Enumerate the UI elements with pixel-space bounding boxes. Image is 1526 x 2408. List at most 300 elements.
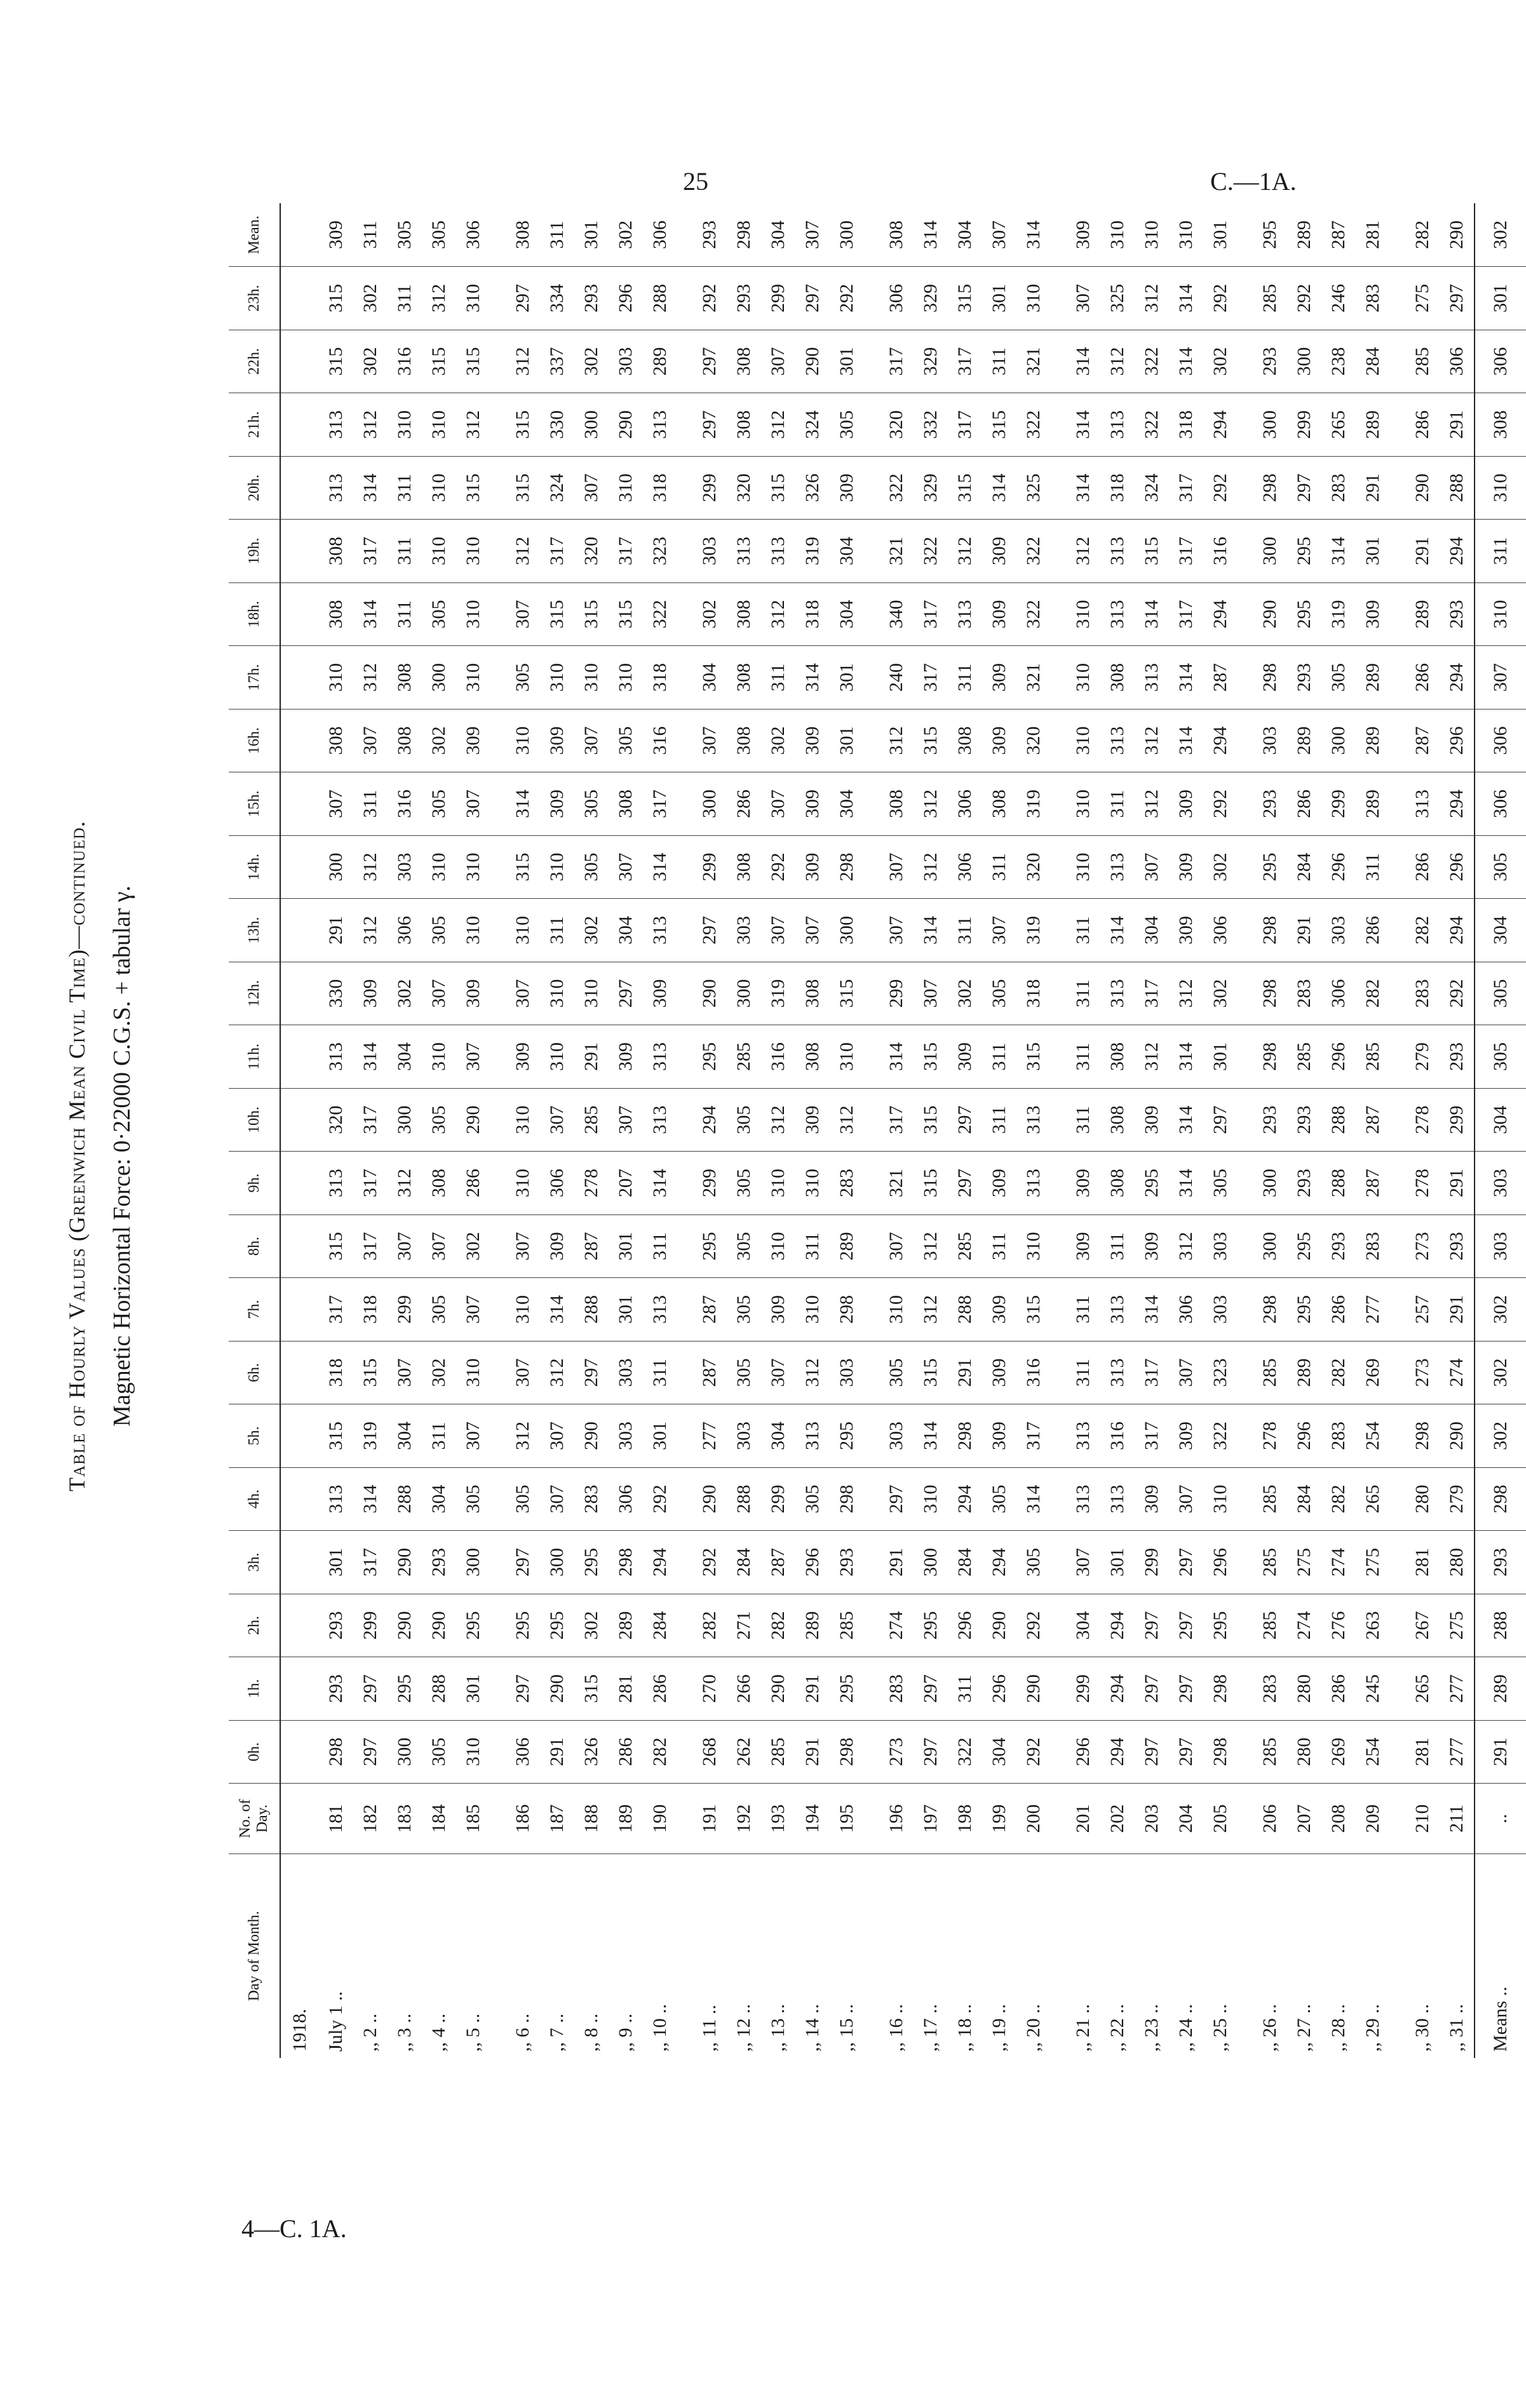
value-cell: 312 <box>914 772 948 836</box>
day-of-month-cell: ,, 18 .. <box>954 2004 975 2052</box>
value-cell: 277 <box>1356 1278 1390 1342</box>
value-cell: 312 <box>422 267 456 330</box>
day-of-month-cell: ,, 5 .. <box>463 2014 483 2052</box>
value-cell: 311 <box>1051 1088 1100 1152</box>
day-number-cell: 189 <box>609 1784 643 1854</box>
value-cell: 285 <box>948 1214 982 1278</box>
value-cell: 311 <box>982 330 1016 393</box>
value-cell: 290 <box>1016 1657 1051 1721</box>
value-cell: 307 <box>1169 1341 1203 1404</box>
value-cell: 324 <box>1135 456 1169 520</box>
value-cell: 317 <box>353 1214 388 1278</box>
value-cell: 305 <box>422 1088 456 1152</box>
value-cell: 305 <box>574 835 609 899</box>
value-cell: 293 <box>1238 1088 1287 1152</box>
value-cell: 307 <box>914 962 948 1025</box>
value-cell: 314 <box>353 1025 388 1089</box>
value-cell: 304 <box>830 582 864 646</box>
value-cell: 317 <box>643 772 677 836</box>
value-cell: 207 <box>609 1152 643 1215</box>
value-cell: 311 <box>948 646 982 710</box>
value-cell: 318 <box>795 582 830 646</box>
value-cell: 307 <box>456 1025 490 1089</box>
value-cell: 291 <box>1287 899 1321 962</box>
value-cell: 293 <box>574 267 609 330</box>
value-cell: 308 <box>727 646 761 710</box>
value-cell: 310 <box>456 582 490 646</box>
value-cell: 298 <box>1390 1404 1440 1468</box>
value-cell: 330 <box>319 962 353 1025</box>
value-cell: 306 <box>388 899 422 962</box>
value-cell: 314 <box>1169 1025 1203 1089</box>
value-cell: 280 <box>1287 1720 1321 1784</box>
value-cell: 277 <box>1440 1657 1475 1721</box>
value-cell: 295 <box>677 1025 727 1089</box>
value-cell: 300 <box>1238 1214 1287 1278</box>
value-cell: 265 <box>1321 393 1356 457</box>
value-cell: 296 <box>609 267 643 330</box>
value-cell: 311 <box>1051 1341 1100 1404</box>
value-cell: 295 <box>490 1594 540 1657</box>
value-cell: 298 <box>727 203 761 267</box>
day-of-month-cell: ,, 4 .. <box>428 2014 449 2052</box>
value-cell: 266 <box>727 1657 761 1721</box>
table-row <box>574 203 609 2058</box>
value-cell: 308 <box>1100 1025 1135 1089</box>
value-cell: 307 <box>677 709 727 772</box>
value-cell: 309 <box>1356 582 1390 646</box>
value-cell: 288 <box>388 1467 422 1531</box>
value-cell: 305 <box>982 962 1016 1025</box>
value-cell: 295 <box>540 1594 574 1657</box>
day-number-cell: 193 <box>761 1784 795 1854</box>
value-cell: 311 <box>540 203 574 267</box>
value-cell: 317 <box>353 1531 388 1594</box>
table-row <box>1100 203 1135 2058</box>
value-cell: 285 <box>1238 1341 1287 1404</box>
column-header: 9h. <box>229 1152 280 1215</box>
table-row <box>795 203 830 2058</box>
column-header: 0h. <box>229 1720 280 1784</box>
value-cell: 286 <box>1287 772 1321 836</box>
value-cell: 320 <box>1016 835 1051 899</box>
value-cell: 279 <box>1440 1467 1475 1531</box>
value-cell: 305 <box>727 1278 761 1342</box>
value-cell: 308 <box>727 835 761 899</box>
value-cell: 284 <box>727 1531 761 1594</box>
value-cell: 289 <box>609 1594 643 1657</box>
table-row <box>353 203 388 2058</box>
value-cell: 309 <box>540 772 574 836</box>
value-cell: 298 <box>1203 1657 1238 1721</box>
value-cell: 303 <box>388 835 422 899</box>
value-cell: 294 <box>1100 1594 1135 1657</box>
value-cell: 304 <box>830 772 864 836</box>
value-cell: 299 <box>1321 772 1356 836</box>
value-cell: 274 <box>1321 1531 1356 1594</box>
value-cell: 305 <box>727 1152 761 1215</box>
value-cell: 307 <box>761 772 795 836</box>
value-cell: 308 <box>388 646 422 710</box>
value-cell: 269 <box>1356 1341 1390 1404</box>
value-cell: 291 <box>1356 456 1390 520</box>
value-cell: 301 <box>830 709 864 772</box>
value-cell: 308 <box>982 772 1016 836</box>
day-number-cell: 191 <box>677 1784 727 1854</box>
value-cell: 254 <box>1356 1720 1390 1784</box>
day-of-month-cell: ,, 3 .. <box>394 2014 415 2052</box>
value-cell: 299 <box>1287 393 1321 457</box>
value-cell: 304 <box>948 203 982 267</box>
day-of-month-cell: ,, 21 .. <box>1072 2004 1093 2052</box>
value-cell: 297 <box>1169 1720 1203 1784</box>
value-cell: 287 <box>1356 1088 1390 1152</box>
day-number-cell: 186 <box>490 1784 540 1854</box>
value-cell: 308 <box>727 582 761 646</box>
value-cell: 300 <box>1321 709 1356 772</box>
value-cell: 305 <box>1475 962 1526 1025</box>
value-cell: 291 <box>795 1720 830 1784</box>
value-cell: 313 <box>1100 582 1135 646</box>
value-cell: 299 <box>864 962 914 1025</box>
value-cell: 291 <box>795 1657 830 1721</box>
value-cell: 313 <box>727 520 761 583</box>
value-cell: 287 <box>677 1341 727 1404</box>
value-cell: 307 <box>1051 1531 1100 1594</box>
value-cell: 313 <box>1135 646 1169 710</box>
table-row <box>1440 203 1475 2058</box>
value-cell: 305 <box>727 1341 761 1404</box>
value-cell: 319 <box>1321 582 1356 646</box>
value-cell: 307 <box>574 709 609 772</box>
value-cell: 311 <box>1100 1214 1135 1278</box>
value-cell: 297 <box>1440 267 1475 330</box>
column-header: 7h. <box>229 1278 280 1342</box>
value-cell: 312 <box>456 393 490 457</box>
value-cell: 278 <box>1390 1152 1440 1215</box>
value-cell: 305 <box>422 1278 456 1342</box>
value-cell: 315 <box>574 582 609 646</box>
value-cell: 313 <box>1016 1152 1051 1215</box>
value-cell: 280 <box>1440 1531 1475 1594</box>
value-cell: 254 <box>1356 1404 1390 1468</box>
day-number-cell: 188 <box>574 1784 609 1854</box>
value-cell: 282 <box>761 1594 795 1657</box>
value-cell: 314 <box>795 646 830 710</box>
value-cell: 307 <box>422 1214 456 1278</box>
value-cell: 271 <box>727 1594 761 1657</box>
value-cell: 312 <box>914 1278 948 1342</box>
value-cell: 307 <box>1475 646 1526 710</box>
value-cell: 289 <box>1390 582 1440 646</box>
value-cell: 298 <box>830 1720 864 1784</box>
value-cell: 290 <box>388 1531 422 1594</box>
value-cell: 319 <box>795 520 830 583</box>
value-cell: 287 <box>1321 203 1356 267</box>
value-cell: 240 <box>864 646 914 710</box>
value-cell: 314 <box>1169 267 1203 330</box>
value-cell: 317 <box>914 582 948 646</box>
value-cell: 322 <box>1016 393 1051 457</box>
value-cell: 311 <box>388 520 422 583</box>
value-cell: 292 <box>830 267 864 330</box>
value-cell: 305 <box>795 1467 830 1531</box>
value-cell: 274 <box>864 1594 914 1657</box>
value-cell: 297 <box>490 267 540 330</box>
value-cell: 304 <box>388 1025 422 1089</box>
value-cell: 295 <box>1287 1214 1321 1278</box>
value-cell: 291 <box>864 1531 914 1594</box>
day-number-cell: 207 <box>1287 1784 1321 1854</box>
value-cell: 321 <box>864 1152 914 1215</box>
value-cell: 314 <box>982 456 1016 520</box>
column-header: 20h. <box>229 456 280 520</box>
table-row <box>1287 203 1321 2058</box>
value-cell: 305 <box>1203 1152 1238 1215</box>
value-cell: 282 <box>643 1720 677 1784</box>
value-cell: 313 <box>1016 1088 1051 1152</box>
value-cell: 307 <box>609 835 643 899</box>
value-cell: 303 <box>1475 1214 1526 1278</box>
value-cell: 313 <box>643 1025 677 1089</box>
value-cell: 287 <box>574 1214 609 1278</box>
value-cell: 299 <box>677 835 727 899</box>
value-cell: 305 <box>609 709 643 772</box>
value-cell: 281 <box>1390 1720 1440 1784</box>
value-cell: 295 <box>388 1657 422 1721</box>
value-cell: 284 <box>1287 1467 1321 1531</box>
value-cell: 309 <box>609 1025 643 1089</box>
value-cell: 309 <box>490 1025 540 1089</box>
day-of-month-cell: July 1 .. <box>325 1991 346 2052</box>
value-cell: 311 <box>982 1025 1016 1089</box>
table-row <box>1135 203 1169 2058</box>
value-cell: 308 <box>1100 646 1135 710</box>
value-cell: 303 <box>1203 1214 1238 1278</box>
value-cell: 293 <box>727 267 761 330</box>
value-cell: 311 <box>982 1214 1016 1278</box>
value-cell: 287 <box>1203 646 1238 710</box>
value-cell: 302 <box>388 962 422 1025</box>
value-cell: 304 <box>609 899 643 962</box>
value-cell: 314 <box>1016 203 1051 267</box>
value-cell: 291 <box>574 1025 609 1089</box>
value-cell: 307 <box>574 456 609 520</box>
value-cell: 308 <box>948 709 982 772</box>
value-cell: 285 <box>1238 1531 1287 1594</box>
value-cell: 300 <box>388 1088 422 1152</box>
value-cell: 246 <box>1321 267 1356 330</box>
value-cell: 302 <box>1203 962 1238 1025</box>
value-cell: 305 <box>1016 1531 1051 1594</box>
value-cell: 317 <box>353 1088 388 1152</box>
value-cell: 303 <box>1475 1152 1526 1215</box>
value-cell: 314 <box>1016 1467 1051 1531</box>
column-header: 12h. <box>229 962 280 1025</box>
value-cell: 275 <box>1390 267 1440 330</box>
value-cell: 306 <box>948 772 982 836</box>
value-cell: 310 <box>574 646 609 710</box>
value-cell: 286 <box>1390 646 1440 710</box>
value-cell: 297 <box>795 267 830 330</box>
value-cell: 307 <box>1169 1467 1203 1531</box>
column-header: 17h. <box>229 646 280 710</box>
value-cell: 312 <box>490 520 540 583</box>
value-cell: 318 <box>1169 393 1203 457</box>
value-cell: 303 <box>727 1404 761 1468</box>
value-cell: 297 <box>490 1657 540 1721</box>
value-cell: 313 <box>1100 1341 1135 1404</box>
day-number-cell: 181 <box>319 1784 353 1854</box>
value-cell: 300 <box>677 772 727 836</box>
value-cell: 316 <box>643 709 677 772</box>
value-cell: 290 <box>388 1594 422 1657</box>
value-cell: 297 <box>677 393 727 457</box>
value-cell: 312 <box>1135 709 1169 772</box>
value-cell: 292 <box>1203 267 1238 330</box>
value-cell: 310 <box>456 520 490 583</box>
value-cell: 308 <box>727 330 761 393</box>
table-title: Table of Hourly Values (Greenwich Mean Civil Time)—continued. <box>64 821 90 1491</box>
value-cell: 303 <box>864 1404 914 1468</box>
value-cell: 313 <box>319 393 353 457</box>
value-cell: 310 <box>422 456 456 520</box>
day-of-month-cell: ,, 16 .. <box>886 2004 907 2052</box>
value-cell: 265 <box>1356 1467 1390 1531</box>
value-cell: 300 <box>319 835 353 899</box>
value-cell: 294 <box>982 1531 1016 1594</box>
value-cell: 299 <box>1051 1657 1100 1721</box>
day-of-month-cell: ,, 25 .. <box>1210 2004 1231 2052</box>
value-cell: 288 <box>1440 456 1475 520</box>
value-cell: 312 <box>388 1152 422 1215</box>
value-cell: 320 <box>574 520 609 583</box>
value-cell: 273 <box>1390 1341 1440 1404</box>
value-cell: 309 <box>643 962 677 1025</box>
value-cell: 314 <box>1100 899 1135 962</box>
value-cell: 315 <box>490 835 540 899</box>
value-cell: 297 <box>1135 1594 1169 1657</box>
day-number-cell: 211 <box>1440 1784 1475 1854</box>
day-of-month-cell: ,, 2 .. <box>360 2014 381 2052</box>
day-number-cell: 199 <box>982 1784 1016 1854</box>
value-cell: 309 <box>795 1088 830 1152</box>
value-cell: 268 <box>677 1720 727 1784</box>
value-cell: 307 <box>490 1341 540 1404</box>
value-cell: 309 <box>353 962 388 1025</box>
hourly-values-table <box>229 203 1526 2058</box>
table-row <box>982 203 1016 2058</box>
value-cell: 315 <box>490 393 540 457</box>
value-cell: 291 <box>948 1341 982 1404</box>
value-cell: 312 <box>1135 772 1169 836</box>
value-cell: 302 <box>353 267 388 330</box>
value-cell: 303 <box>727 899 761 962</box>
table-row <box>388 203 422 2058</box>
value-cell: 297 <box>1169 1531 1203 1594</box>
day-of-month-cell: ,, 14 .. <box>802 2004 823 2052</box>
value-cell: 313 <box>948 582 982 646</box>
day-of-month-cell: ,, 15 .. <box>836 2004 857 2052</box>
value-cell: 307 <box>422 962 456 1025</box>
value-cell: 306 <box>456 203 490 267</box>
value-cell: 311 <box>948 1657 982 1721</box>
value-cell: 311 <box>948 899 982 962</box>
value-cell: 318 <box>643 456 677 520</box>
value-cell: 319 <box>353 1404 388 1468</box>
value-cell: 309 <box>1135 1214 1169 1278</box>
value-cell: 294 <box>1440 772 1475 836</box>
value-cell: 286 <box>1321 1657 1356 1721</box>
value-cell: 299 <box>677 1152 727 1215</box>
value-cell: 322 <box>1016 520 1051 583</box>
value-cell: 276 <box>1321 1594 1356 1657</box>
value-cell: 295 <box>1287 520 1321 583</box>
value-cell: 302 <box>1475 1404 1526 1468</box>
value-cell: 305 <box>422 203 456 267</box>
value-cell: 317 <box>609 520 643 583</box>
value-cell: 312 <box>1169 962 1203 1025</box>
column-header: 13h. <box>229 899 280 962</box>
value-cell: 283 <box>574 1467 609 1531</box>
value-cell: 310 <box>609 646 643 710</box>
value-cell: 306 <box>864 267 914 330</box>
value-cell: 286 <box>609 1720 643 1784</box>
value-cell: 284 <box>1287 835 1321 899</box>
column-header: 4h. <box>229 1467 280 1531</box>
value-cell: 282 <box>1356 962 1390 1025</box>
value-cell: 334 <box>540 267 574 330</box>
value-cell: 320 <box>1016 709 1051 772</box>
day-number-cell: .. <box>1475 1784 1526 1854</box>
means-row <box>1475 203 1526 2058</box>
value-cell: 310 <box>1051 582 1100 646</box>
value-cell: 310 <box>490 1088 540 1152</box>
value-cell: 304 <box>388 1404 422 1468</box>
value-cell: 290 <box>677 962 727 1025</box>
value-cell: 280 <box>1287 1657 1321 1721</box>
value-cell: 301 <box>643 1404 677 1468</box>
table-row <box>948 203 982 2058</box>
value-cell: 310 <box>795 1152 830 1215</box>
value-cell: 298 <box>1203 1720 1238 1784</box>
value-cell: 302 <box>1203 835 1238 899</box>
value-cell: 286 <box>456 1152 490 1215</box>
table-row <box>422 203 456 2058</box>
value-cell: 311 <box>643 1214 677 1278</box>
day-of-month-cell: ,, 27 .. <box>1293 2004 1314 2052</box>
value-cell: 314 <box>914 203 948 267</box>
value-cell: 302 <box>677 582 727 646</box>
value-cell: 317 <box>948 393 982 457</box>
value-cell: 315 <box>574 1657 609 1721</box>
value-cell: 285 <box>1238 267 1287 330</box>
value-cell: 317 <box>948 330 982 393</box>
table-row <box>1016 203 1051 2058</box>
table-row <box>456 203 490 2058</box>
value-cell: 296 <box>795 1531 830 1594</box>
value-cell: 313 <box>1100 520 1135 583</box>
value-cell: 314 <box>643 835 677 899</box>
value-cell: 293 <box>1440 582 1475 646</box>
value-cell: 301 <box>319 1531 353 1594</box>
value-cell: 290 <box>609 393 643 457</box>
value-cell: 305 <box>1321 646 1356 710</box>
value-cell: 304 <box>1135 899 1169 962</box>
value-cell: 289 <box>1356 646 1390 710</box>
value-cell: 290 <box>795 330 830 393</box>
value-cell: 311 <box>353 203 388 267</box>
